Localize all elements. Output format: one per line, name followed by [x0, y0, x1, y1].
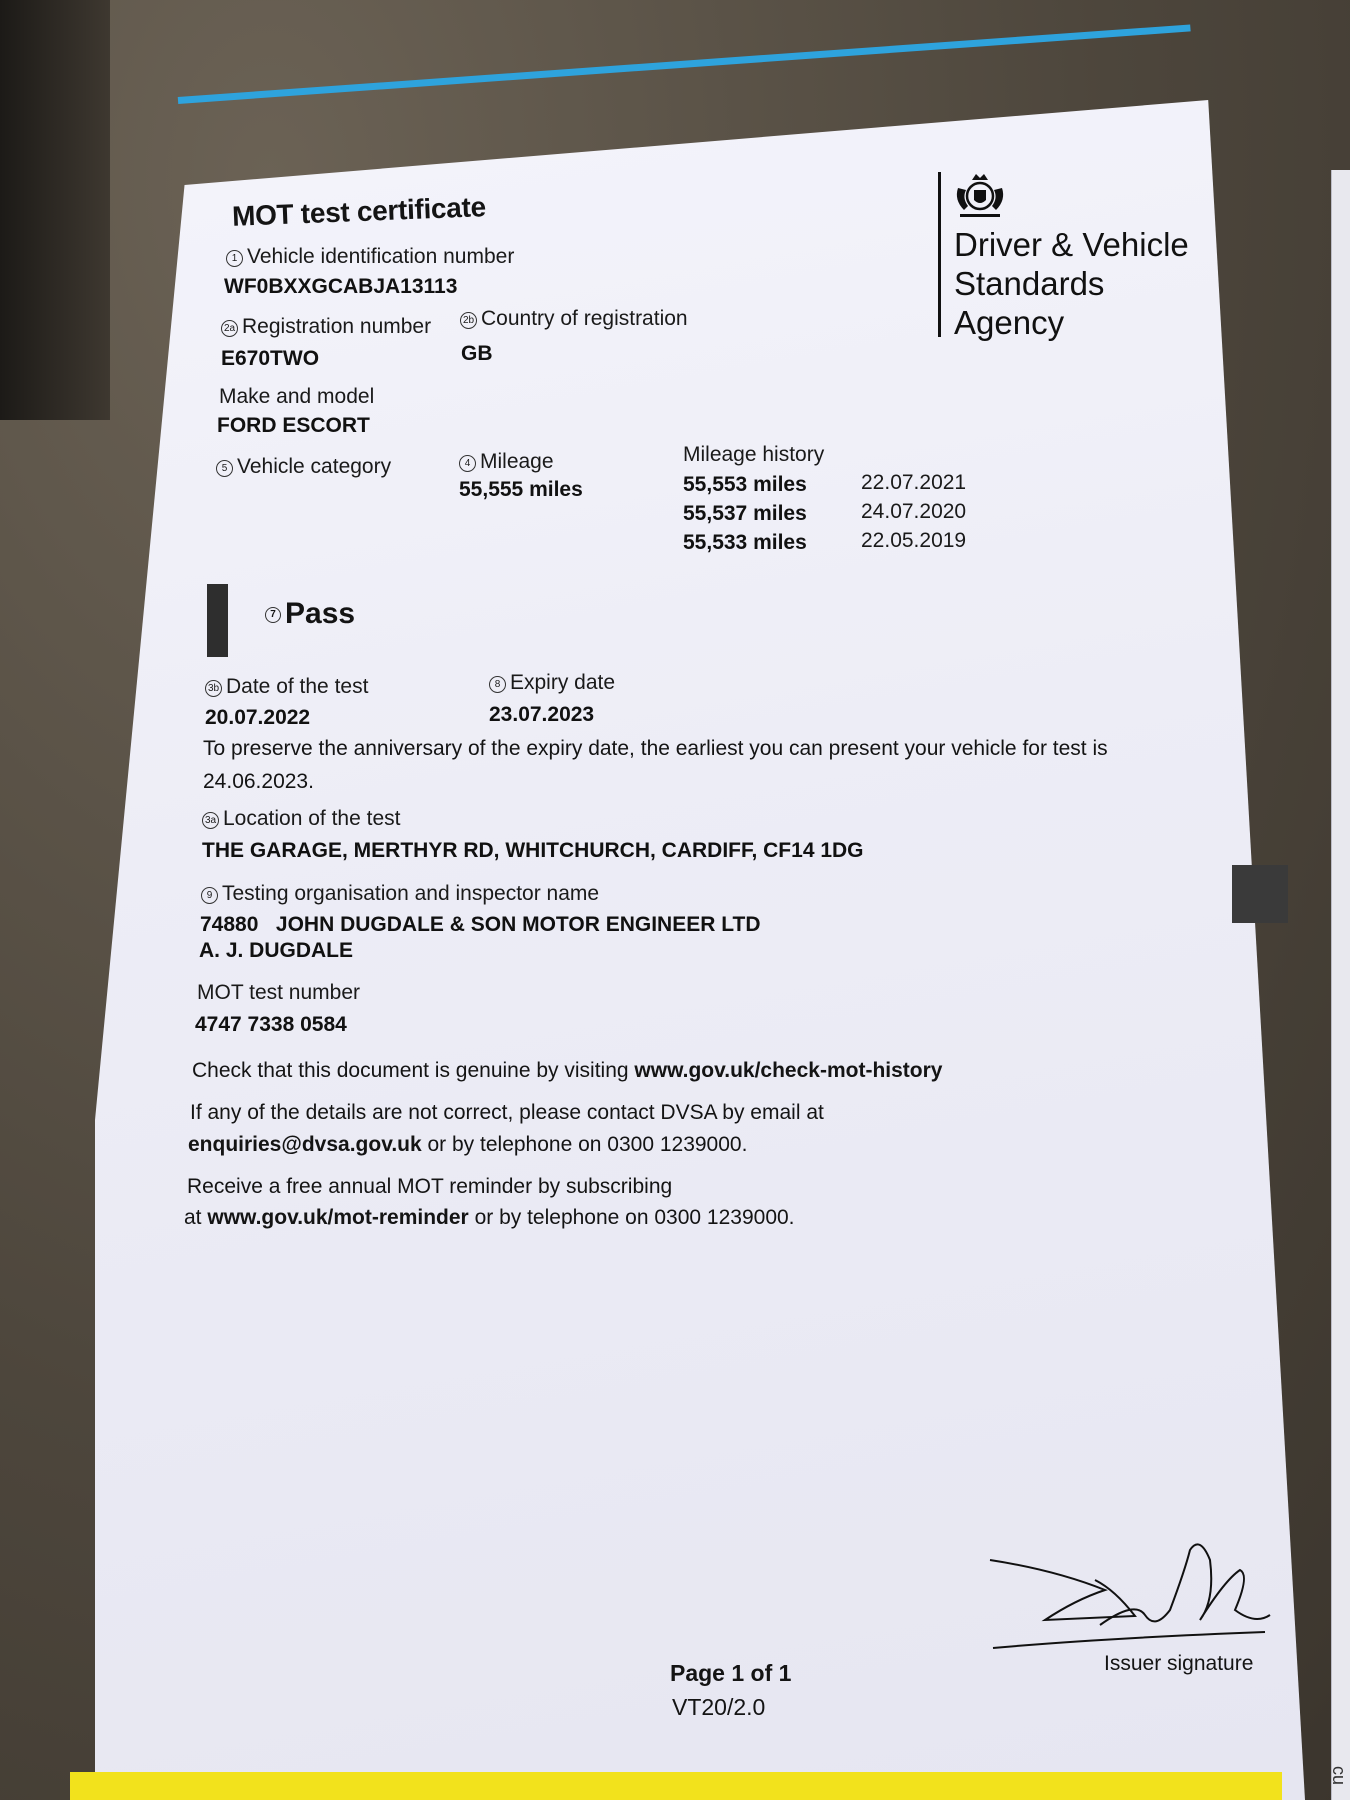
reminder-prefix: at: [184, 1206, 208, 1229]
agency-line-1: Driver & Vehicle: [954, 226, 1189, 263]
field-number-badge: 2b: [460, 312, 477, 329]
genuine-check-prefix: Check that this document is genuine by visiting: [192, 1059, 635, 1082]
issuer-signature-label: Issuer signature: [1104, 1652, 1254, 1675]
organisation-label: [201, 882, 599, 906]
field-number-badge: 8: [489, 676, 506, 693]
agency-line-2: Standards: [954, 265, 1105, 302]
test-result-text: Pass: [285, 597, 356, 630]
mileage-label-text: Mileage: [480, 450, 554, 473]
organisation-value: 74880 JOHN DUGDALE & SON MOTOR ENGINEER LTD: [200, 913, 761, 936]
vin-value: WF0BXXGCABJA13113: [224, 275, 458, 298]
field-number-badge: 4: [459, 455, 476, 472]
adjacent-paper-text: cu: [1328, 1765, 1349, 1786]
page-number: Page 1 of 1: [670, 1660, 792, 1686]
mileage-history-date: 22.05.2019: [861, 529, 967, 552]
registration-label-text: Registration number: [242, 315, 432, 338]
field-number-badge: 3a: [202, 812, 219, 829]
field-number-badge: 2a: [221, 320, 238, 337]
mot-reminder-link[interactable]: www.gov.uk/mot-reminder: [207, 1206, 469, 1229]
registration-value: E670TWO: [221, 347, 320, 370]
vin-label-text: Vehicle identification number: [247, 245, 515, 268]
expiry-date-label: [489, 671, 615, 695]
registration-label: [221, 315, 431, 339]
reminder-line-1: Receive a free annual MOT reminder by subscribing: [187, 1175, 673, 1198]
test-date-value: 20.07.2022: [205, 706, 311, 729]
mileage-history-miles: 55,533 miles: [683, 531, 807, 554]
contact-phone-text: or by telephone on 0300 1239000.: [421, 1133, 748, 1156]
mileage-history-date: 22.07.2021: [861, 471, 967, 494]
inspector-name: A. J. DUGDALE: [199, 939, 354, 962]
vehicle-category-label: [216, 455, 391, 479]
field-number-badge: 3b: [205, 680, 222, 697]
test-date-label: [205, 675, 368, 699]
reminder-phone-text: or by telephone on 0300 1239000.: [468, 1206, 795, 1229]
country-label: [460, 307, 688, 331]
make-model-label: Make and model: [219, 385, 375, 408]
reminder-line-2: [184, 1206, 795, 1230]
test-date-label-text: Date of the test: [226, 675, 369, 698]
certificate-title: MOT test certificate: [231, 191, 487, 232]
expiry-date-value: 23.07.2023: [489, 703, 595, 726]
location-label: [202, 807, 400, 831]
result-marker: [207, 584, 228, 657]
anniversary-note-line-1: To preserve the anniversary of the expiry date, the earliest you can present your vehicle for test is: [203, 737, 1108, 760]
agency-line-3: Agency: [954, 304, 1065, 341]
make-model-value: FORD ESCORT: [217, 414, 370, 437]
contact-line-2: [188, 1133, 747, 1157]
country-label-text: Country of registration: [481, 307, 688, 330]
agency-divider: [938, 172, 941, 337]
field-number-badge: 9: [201, 887, 218, 904]
test-number-value: 4747 7338 0584: [195, 1013, 347, 1036]
country-value: GB: [461, 342, 493, 365]
vehicle-category-label-text: Vehicle category: [237, 455, 392, 478]
mileage-value: 55,555 miles: [459, 478, 583, 501]
field-number-badge: 7: [265, 607, 281, 623]
anniversary-note-line-2: 24.06.2023.: [203, 770, 314, 793]
organisation-label-text: Testing organisation and inspector name: [222, 882, 600, 905]
mileage-history-miles: 55,553 miles: [683, 473, 807, 496]
mileage-history-label: Mileage history: [683, 443, 825, 466]
edge-marker: [1232, 865, 1288, 923]
mileage-history-miles: 55,537 miles: [683, 502, 807, 525]
test-number-label: MOT test number: [197, 981, 360, 1004]
form-code: VT20/2.0: [672, 1694, 766, 1720]
field-number-badge: 5: [216, 460, 233, 477]
issuer-signature: [985, 1530, 1285, 1665]
dvsa-email-link[interactable]: enquiries@dvsa.gov.uk: [188, 1133, 422, 1156]
contact-line-1: If any of the details are not correct, please contact DVSA by email at: [190, 1101, 824, 1124]
field-number-badge: 1: [226, 250, 243, 267]
location-value: THE GARAGE, MERTHYR RD, WHITCHURCH, CARDIFF, CF14 1DG: [202, 839, 864, 862]
vin-label: [226, 245, 514, 269]
genuine-check-text: [192, 1059, 942, 1083]
expiry-date-label-text: Expiry date: [510, 671, 616, 694]
royal-crest-icon: [950, 168, 1010, 227]
location-label-text: Location of the test: [223, 807, 401, 830]
mileage-history-date: 24.07.2020: [861, 500, 967, 523]
mileage-label: [459, 450, 554, 474]
check-mot-history-link[interactable]: www.gov.uk/check-mot-history: [634, 1059, 943, 1082]
test-result: [265, 597, 355, 631]
agency-name: [954, 225, 1189, 342]
